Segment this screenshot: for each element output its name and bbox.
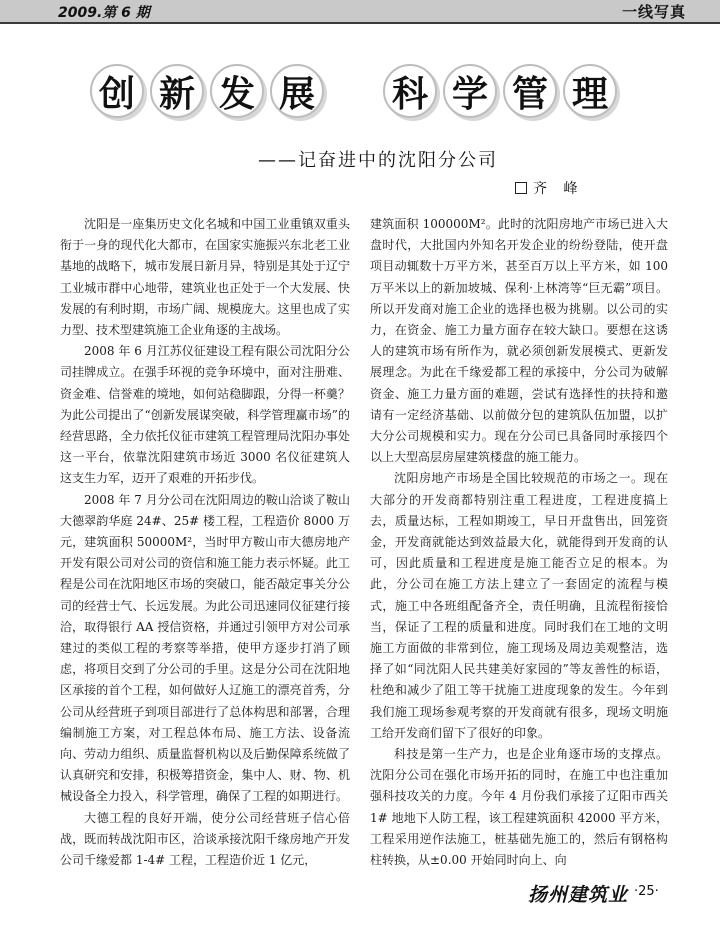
paragraph: 建筑面积 100000M²。此时的沈阳房地产市场已进入大盘时代，大批国内外知名开发企业的纷纷登陆，使开盘项目动辄数十万平方米，甚至百万以上平方米，如 100 万平米以上的新加坡城、保利·上林湾等“巨无霸”项目。所以开发商对施工企业的选择也极为挑剔。以公司的实力，在资金、施工力量方面存在较大缺口。要想在这诱人的建筑市场有所作为，就必须创新发展模式、更新发展理念。为此在千缘爱都工程的承接中，分公司为破解资金、施工力量方面的难题，尝试有选择性的扶持和邀请有一定经济基础、以前做分包的建筑队伍加盟，以扩大分公司规模和实力。现在分公司已具备同时承接四个以上大型高层房屋建筑楼盘的施工能力。 — [370, 217, 668, 465]
author-line — [515, 178, 583, 198]
title-glyph: 管 — [503, 64, 557, 118]
title-group-2 — [383, 64, 623, 118]
title-group-1 — [90, 64, 330, 118]
paragraph: 科技是第一生产力，也是企业角逐市场的支撑点。沈阳分公司在强化市场开拓的同时，在施工中也注重加强科技攻关的力度。今年 4 月份我们承接了辽阳市西关 1# 地地下人防工程，该工程建筑面积 42000 平方米，工程采用逆作法施工，桩基础先施工的，然后有钢格构柱转换，从±0.00 开始同时向上、向 — [370, 747, 668, 868]
footer-brand-logo: 扬州建筑业 — [528, 884, 629, 906]
paragraph: 2008 年 7 月分公司在沈阳周边的鞍山洽谈了鞍山大德翠韵华庭 24#、25# 楼工程，工程造价 8000 万元，建筑面积 50000M²，当时甲方鞍山市大德房地产开发有限公司对公司的资信和施工能力表示怀疑。此工程是公司在沈阳地区市场的突破口，能否敲定事关分公司的经营士气、长远发展。为此公司迅速同仪征建行接洽，取得银行 AA 授信资格，并通过引领甲方对公司承建过的类似工程的考察等举措，使甲方逐步打消了顾虑，将项目交到了分公司的手里。这是分公司在沈阳地区承接的首个工程，如何做好人辽施工的漂亮首秀，分公司从经营班子到项目部进行了总体构思和部署，合理编制施工方案，对工程总体布局、施工方法、设备流向、劳动力组织、质量监督机构以及后勤保障系统做了认真研究和安排，积极筹措资金，集中人、财、物、机械设备全力投入，科学管理，确保了工程的如期进行。 — [60, 492, 350, 804]
title-glyph: 创 — [90, 64, 144, 118]
title-glyph: 科 — [383, 64, 437, 118]
paragraph: 沈阳是一座集历史文化名城和中国工业重镇双重头衔于一身的现代化大都市，在国家实施振兴东北老工业基地的战略下，城市发展日新月异，特别是其处于辽宁工业城市群中心地带，建筑业也正处于一个大发展、快发展的有利时期，市场广阔、规模庞大。这里也成了实力型、技术型建筑施工企业角逐的主战场。 — [60, 217, 350, 338]
paragraph: 大德工程的良好开端，使分公司经营班子信心倍战，既而转战沈阳市区，洽谈承接沈阳千缘房地产开发公司千缘爱都 1-4# 工程，工程造价近 1 亿元， — [60, 810, 350, 868]
paragraph: 沈阳房地产市场是全国比较规范的市场之一。现在大部分的开发商都特别注重工程进度，工程进度搞上去，质量达标，工程如期竣工，早日开盘售出，回笼资金，开发商就能达到效益最大化，就能得到开发商的认可，因此质量和工程进度是施工能否立足的根本。为此，分公司在施工方法上建立了一套固定的流程与模式，施工中各班组配备齐全，责任明确，且流程衔接恰当，保证了工程的质量和进度。同时我们在工地的文明施工方面做的非常到位，施工现场及周边美观整洁，选择了如“同沈阳人民共建美好家园的”等友善性的标语，杜绝和减少了阻工等干扰施工进度现象的发生。今年到我们施工现场参观考察的开发商就有很多，现场文明施工给开发商们留下了很好的印象。 — [370, 471, 668, 740]
right-column — [370, 214, 668, 871]
page-number: ·25· — [634, 884, 659, 899]
author-box-icon — [515, 182, 527, 194]
title-glyph: 学 — [443, 64, 497, 118]
title-glyph: 展 — [270, 64, 324, 118]
article-subtitle: ——记奋进中的沈阳分公司 — [258, 150, 498, 171]
issue-label: 2009.第 6 期 — [58, 5, 150, 21]
section-label: 一线写真 — [621, 3, 686, 21]
left-column — [60, 214, 350, 871]
title-glyph: 新 — [150, 64, 204, 118]
article-title — [90, 64, 650, 136]
paragraph: 2008 年 6 月江苏仪征建设工程有限公司沈阳分公司挂牌成立。在强手环视的竞争环境中，面对注册难、资金难、信誉难的境地，如何站稳脚跟，分得一杯羹？为此公司提出了“创新发展谋突破，科学管理赢市场”的经营思路，全力依托仪征市建筑工程管理局沈阳办事处这一平台，依靠沈阳建筑市场近 3000 名仪征建筑人这支生力军，迈开了艰难的开拓步伐。 — [60, 344, 350, 486]
title-glyph: 理 — [563, 64, 617, 118]
header-rule — [0, 22, 720, 24]
author-name: 齐 峰 — [533, 181, 584, 197]
title-glyph: 发 — [210, 64, 264, 118]
